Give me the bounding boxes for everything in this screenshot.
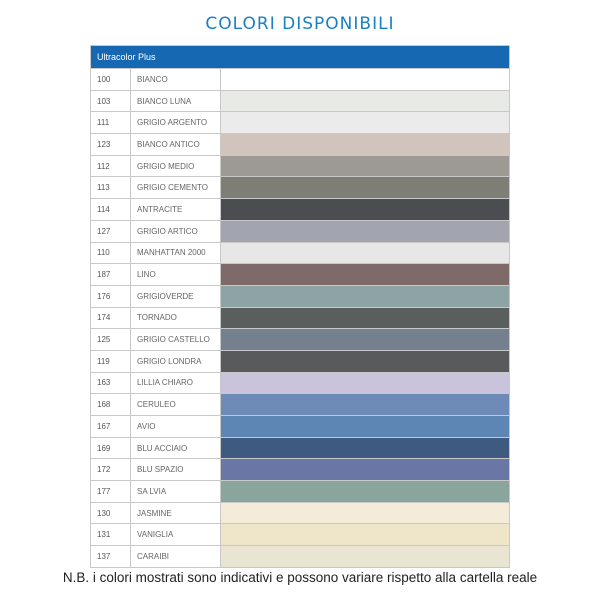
color-name: GRIGIO CASTELLO [131,329,221,350]
color-name: GRIGIOVERDE [131,286,221,307]
color-name: VANIGLIA [131,524,221,545]
color-code: 168 [91,394,131,415]
table-row [91,523,509,545]
color-swatch [221,459,509,480]
color-swatch [221,156,509,177]
color-code: 123 [91,134,131,155]
color-swatch [221,394,509,415]
color-name: GRIGIO ARTICO [131,221,221,242]
color-name: AVIO [131,416,221,437]
color-name: GRIGIO ARGENTO [131,112,221,133]
table-row [91,458,509,480]
color-swatch [221,416,509,437]
color-name: BLU ACCIAIO [131,438,221,459]
table-row [91,502,509,524]
color-swatch [221,221,509,242]
color-swatch [221,329,509,350]
color-swatch [221,243,509,264]
table-row [91,220,509,242]
color-name: GRIGIO CEMENTO [131,177,221,198]
table-row [91,545,509,567]
color-code: 172 [91,459,131,480]
color-swatch [221,481,509,502]
color-name: SA LVIA [131,481,221,502]
color-code: 169 [91,438,131,459]
color-swatch [221,503,509,524]
table-row [91,285,509,307]
color-code: 113 [91,177,131,198]
color-name: GRIGIO MEDIO [131,156,221,177]
color-swatch [221,134,509,155]
table-row [91,393,509,415]
table-row [91,242,509,264]
table-row [91,328,509,350]
color-name: BIANCO [131,69,221,90]
color-code: 137 [91,546,131,567]
table-row [91,198,509,220]
color-swatch [221,177,509,198]
color-swatch [221,264,509,285]
color-name: ANTRACITE [131,199,221,220]
color-swatch [221,373,509,394]
color-code: 163 [91,373,131,394]
color-name: LILLIA CHIARO [131,373,221,394]
color-name: BIANCO ANTICO [131,134,221,155]
table-row [91,307,509,329]
color-table [90,45,510,568]
color-code: 100 [91,69,131,90]
color-name: JASMINE [131,503,221,524]
color-name: CARAIBI [131,546,221,567]
color-code: 112 [91,156,131,177]
color-swatch [221,546,509,567]
color-code: 174 [91,308,131,329]
color-code: 167 [91,416,131,437]
color-code: 125 [91,329,131,350]
color-code: 103 [91,91,131,112]
color-code: 119 [91,351,131,372]
color-name: MANHATTAN 2000 [131,243,221,264]
table-row [91,372,509,394]
page-title: COLORI DISPONIBILI [205,14,395,34]
color-code: 176 [91,286,131,307]
color-code: 114 [91,199,131,220]
color-code: 131 [91,524,131,545]
color-swatch [221,524,509,545]
table-row [91,437,509,459]
color-swatch [221,112,509,133]
table-row [91,350,509,372]
color-code: 111 [91,112,131,133]
table-row [91,480,509,502]
color-code: 177 [91,481,131,502]
color-swatch [221,351,509,372]
color-name: BLU SPAZIO [131,459,221,480]
color-name: GRIGIO LONDRA [131,351,221,372]
color-swatch [221,308,509,329]
table-row [91,111,509,133]
table-row [91,415,509,437]
color-name: TORNADO [131,308,221,329]
table-header: Ultracolor Plus [91,46,509,68]
color-code: 110 [91,243,131,264]
color-swatch [221,438,509,459]
color-swatch [221,91,509,112]
color-name: LINO [131,264,221,285]
color-swatch [221,69,509,90]
color-code: 130 [91,503,131,524]
table-row [91,68,509,90]
table-row [91,90,509,112]
color-code: 187 [91,264,131,285]
color-swatch [221,199,509,220]
table-row [91,176,509,198]
table-row [91,263,509,285]
table-body [91,68,509,567]
table-row [91,155,509,177]
disclaimer-note: N.B. i colori mostrati sono indicativi e possono variare rispetto alla cartella reale [62,570,538,585]
color-code: 127 [91,221,131,242]
color-swatch [221,286,509,307]
table-row [91,133,509,155]
color-name: CERULEO [131,394,221,415]
color-name: BIANCO LUNA [131,91,221,112]
